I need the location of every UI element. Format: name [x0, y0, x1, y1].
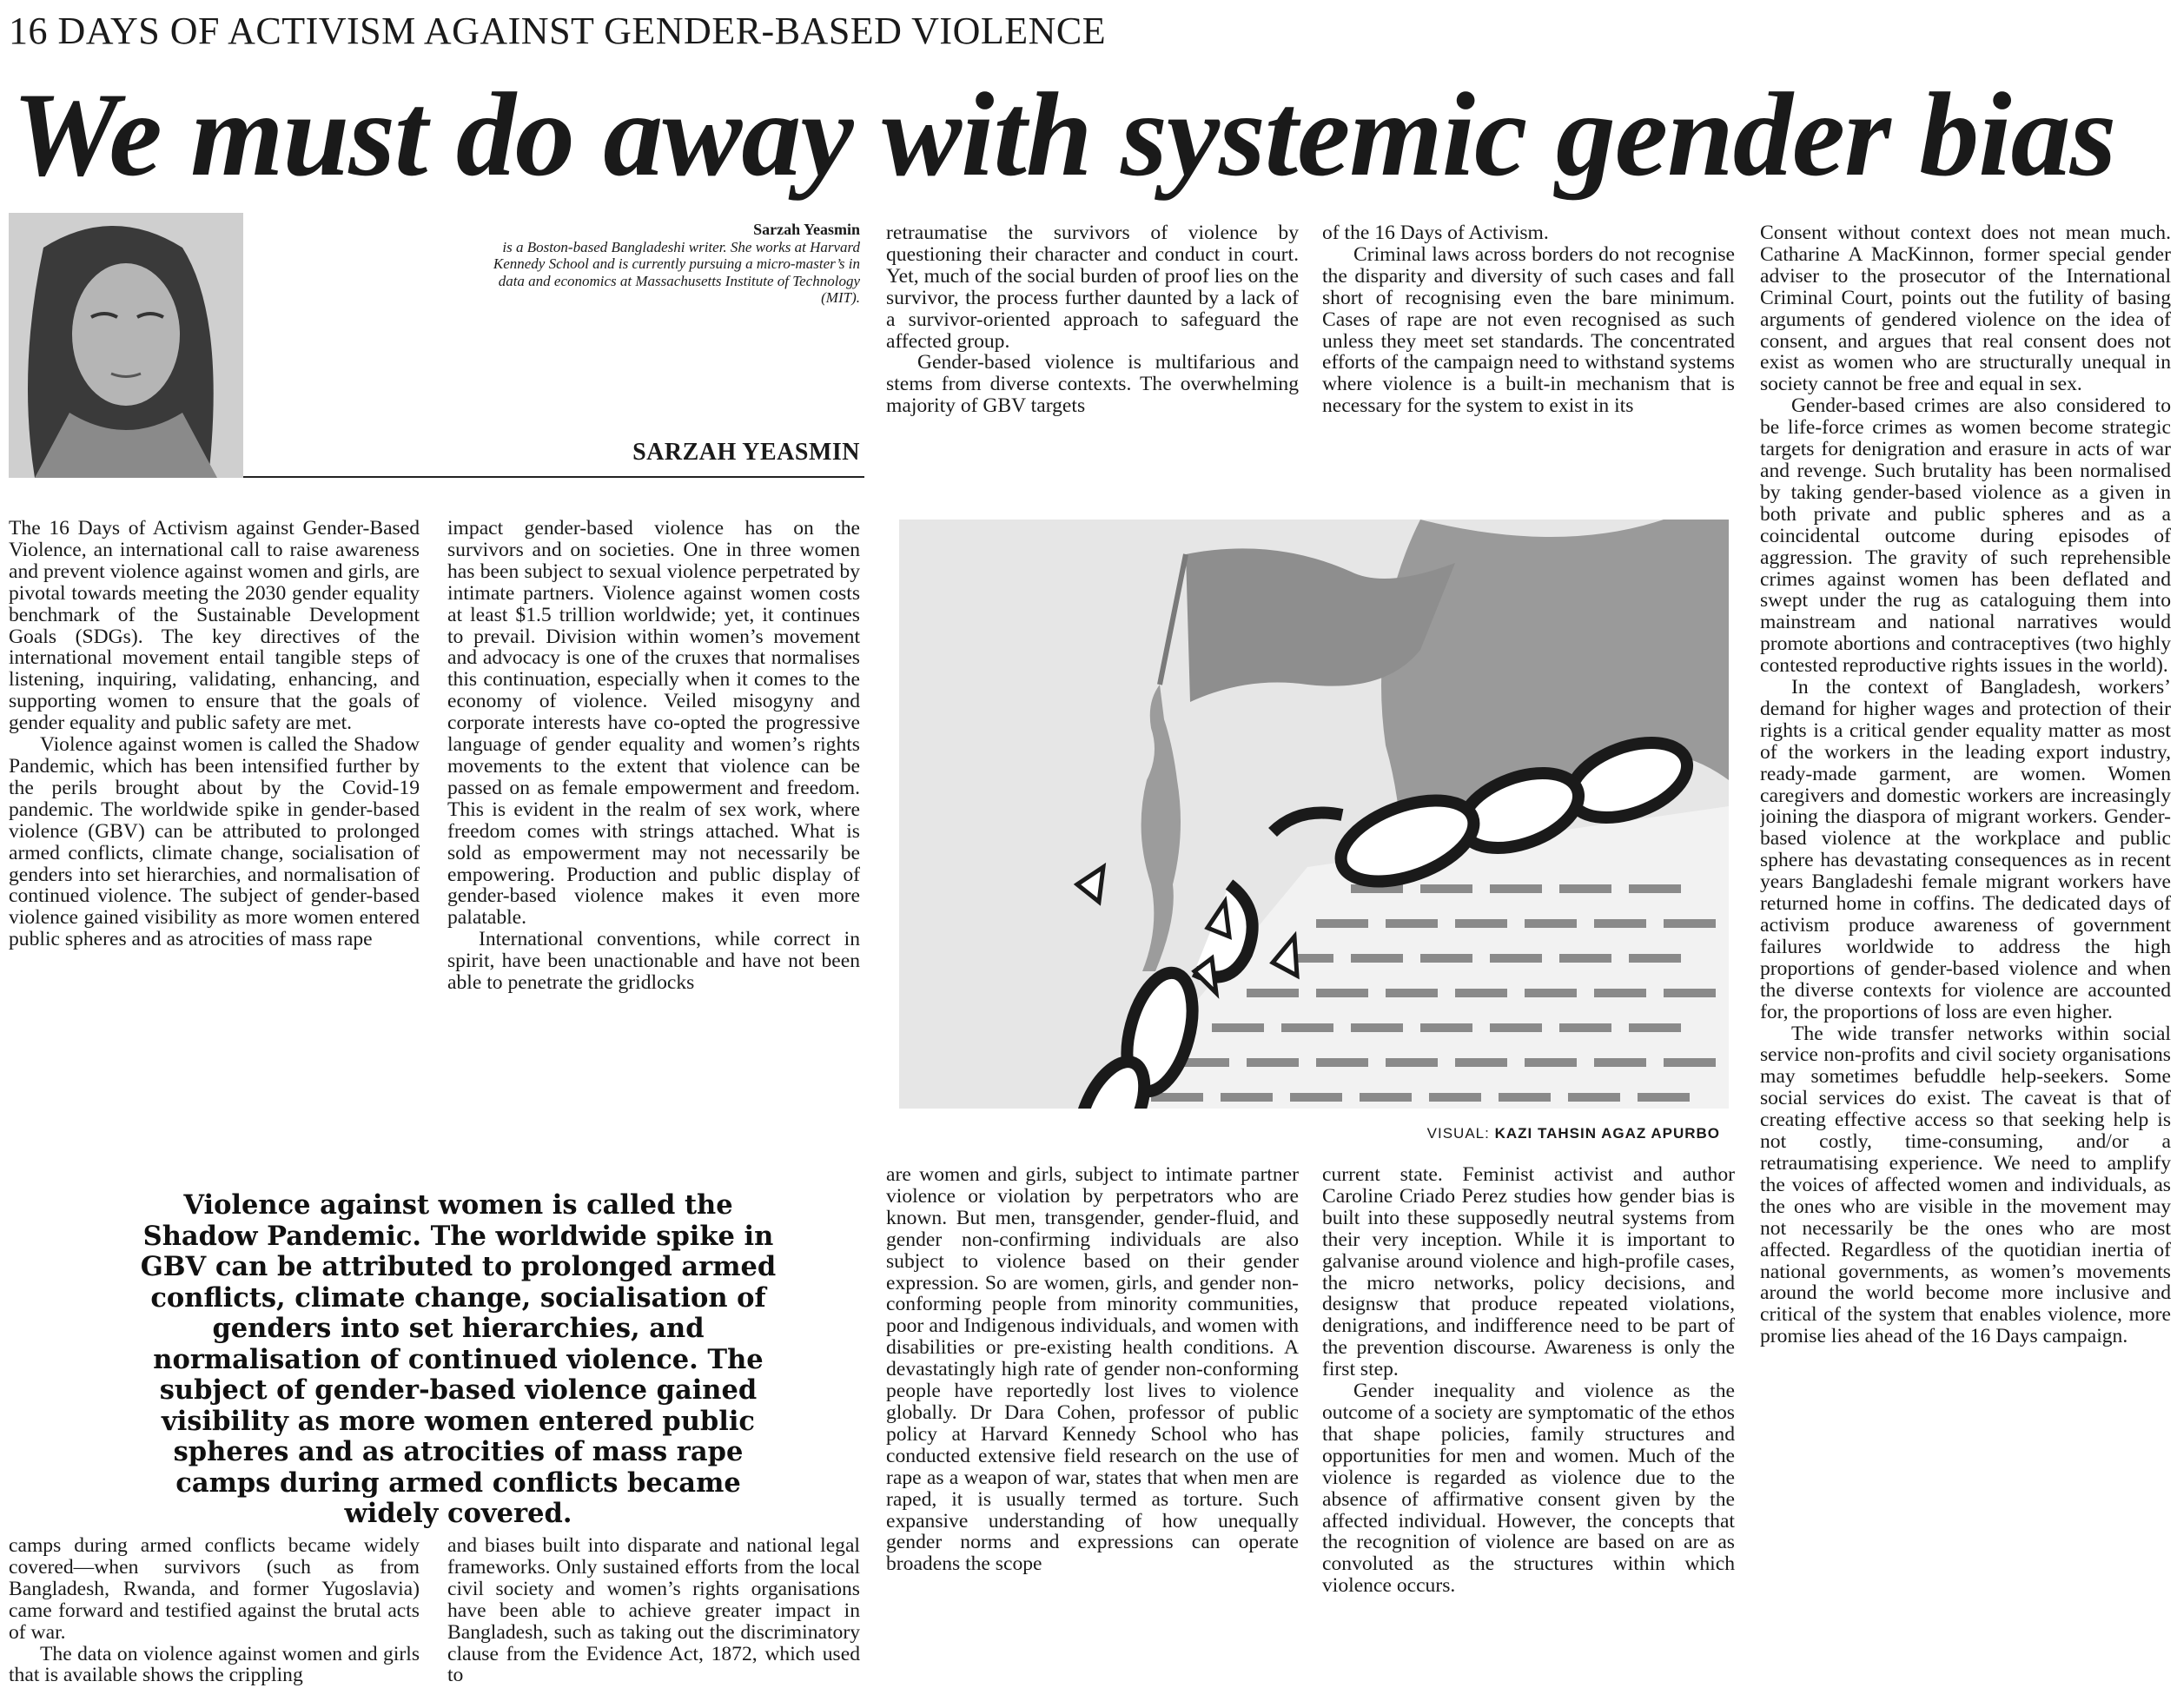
- author-bio-text: is a Boston-based Bangladeshi writer. She works at Harvard Kennedy School and is currently pursuing a micro-master’s in data and economics at Massachusetts Institute of Technology (MIT).: [493, 238, 860, 306]
- column-4-bottom: [1322, 1164, 1735, 1705]
- column-5: [1760, 222, 2171, 1705]
- visual-credit-name: KAZI TAHSIN AGAZ APURBO: [1494, 1125, 1720, 1142]
- visual-credit-label: VISUAL:: [1426, 1125, 1490, 1142]
- column-1-top: [9, 518, 420, 1117]
- paragraph: retraumatise the survivors of violence by questioning their character and conduct in court. Yet, much of the social burden of proof lies on the survivor, the process further daunted by a lack of a survivor-oriented approach to safeguard the affected group.: [886, 222, 1299, 353]
- author-photo: [9, 213, 243, 478]
- article-illustration: [899, 520, 1729, 1109]
- column-2-bottom: [447, 1535, 860, 1705]
- paragraph: of the 16 Days of Activism.: [1322, 222, 1549, 244]
- section-kicker: 16 DAYS OF ACTIVISM AGAINST GENDER-BASED VIOLENCE: [9, 10, 1107, 52]
- column-3-top: [886, 222, 1299, 483]
- paragraph: Criminal laws across borders do not recognise the disparity and diversity of such cases and fall short of recognising even the bare minimum. Cases of rape are not even recognised as such unless they meet set standards. The concentrated efforts of the campaign need to withstand systems where violence is a built-in mechanism that is necessary for the system to exist in its: [1322, 242, 1735, 418]
- paragraph: The 16 Days of Activism against Gender-Based Violence, an international call to raise awareness and prevent violence against women and girls, are pivotal towards meeting the 2030 gender equality benchmark of the Sustainable Development Goals (SDGs). The key directives of the international movement entail tangible steps of listening, inquiring, validating, enhancing, and supporting women to ensure that the goals of gender equality and public safety are met.: [9, 518, 420, 735]
- byline-divider: [243, 476, 864, 478]
- paragraph: The data on violence against women and girls that is available shows the crippling: [9, 1642, 420, 1687]
- column-2-top: [447, 518, 860, 1117]
- column-3-bottom: [886, 1164, 1299, 1705]
- paragraph: The wide transfer networks within social service non-profits and civil society organisations may sometimes befuddle help-seekers. Some social services do exist. The caveat is that of creating effective access so that seeking help is not costly, time-consuming, and/or a retraumatising experience. We need to amplify the voices of affected women and individuals, as the ones who are visible in the movement may not necessarily be the ones who are most affected. Regardless of the quotidian inertia of national governments, as women’s movements around the world become more inclusive and critical of the system that enables violence, more promise lies ahead of the 16 Days campaign.: [1760, 1022, 2171, 1348]
- column-1-bottom: [9, 1535, 420, 1705]
- author-bio: [486, 222, 860, 307]
- paragraph: Gender inequality and violence as the outcome of a society are symptomatic of the ethos that shape policies, family structures and opportunities for men and women. Much of the violence is regarded as violence due to the absence of affirmative consent given by the affected individual. However, the concepts that the recognition of violence are based on are as convoluted as the structures within which violence occurs.: [1322, 1380, 1735, 1598]
- paragraph: are women and girls, subject to intimate partner violence or violation by perpetrators who are known. But men, transgender, gender-fluid, and gender non-confirming individuals are also subject to violence based on their gender expression. So are women, girls, and gender non-conforming people from minority communities, poor and Indigenous individuals, and women with disabilities or pre-existing health conditions. A devastatingly high rate of gender non-conforming people have reportedly lost lives to violence globally. Dr Dara Cohen, professor of public policy at Harvard Kennedy School who has conducted extensive field research on the use of rape as a weapon of war, states that when men are raped, it is usually termed as torture. Such expansive understanding of how unequally gender norms and expressions can operate broadens the scope: [886, 1164, 1299, 1576]
- paragraph: camps during armed conflicts became widely covered—when survivors (such as from Bangladesh, Rwanda, and former Yugoslavia) came forward and testified against the brutal acts of war.: [9, 1535, 420, 1644]
- paragraph: Gender-based violence is multifarious and stems from diverse contexts. The overwhelming majority of GBV targets: [886, 351, 1299, 418]
- column-4-top: [1322, 222, 1735, 483]
- pull-quote: Violence against women is called the Shadow Pandemic. The worldwide spike in GBV can be attributed to prolonged armed conflicts, climate change, socialisation of genders into set hierarchies, and normalisation of continued violence. The subject of gender-based violence gained visibility as more women entered public spheres and as atrocities of mass rape camps during armed conflicts became widely covered.: [140, 1189, 777, 1529]
- paragraph: current state. Feminist activist and author Caroline Criado Perez studies how gender bias is built into these supposedly neutral systems from their very inception. While it is important to galvanise around violence and high-profile cases, the micro networks, policy decisions, and designsw that produce repeated violations, denigrations, and indifference need to be part of the prevention discourse. Awareness is only the first step.: [1322, 1164, 1735, 1381]
- visual-credit: [899, 1125, 1720, 1142]
- paragraph: Gender-based crimes are also considered to be life-force crimes as women become strategic targets for denigration and erasure in acts of war and revenge. Such brutality has been normalised by taking gender-based violence as a given in both private and public spheres and as a coincidental outcome during episodes of aggression. The gravity of such reprehensible crimes against women has been deflated and swept under the rug as cataloguing them into mainstream and national narratives would promote abortions and contraceptives (two highly contested reproductive rights issues in the world).: [1760, 394, 2171, 678]
- article-headline: We must do away with systemic gender bias: [12, 68, 2116, 201]
- paragraph: Consent without context does not mean much. Catharine A MacKinnon, former special gender adviser to the prosecutor of the International Criminal Court, points out the futility of basing arguments of gendered violence on the idea of consent, and argues that real consent does not exist as women who are structurally unequal in society cannot be free and equal in sex.: [1760, 222, 2171, 396]
- author-name: Sarzah Yeasmin: [753, 221, 860, 238]
- paragraph: In the context of Bangladesh, workers’ demand for higher wages and protection of their rights is a critical gender equality matter as most of the workers in the leading export industry, ready-made garment, are women. Women caregivers and domestic workers are increasingly joining the diaspora of migrant workers. Gender-based violence at the workplace and public sphere has devastating consequences as in recent years Bangladeshi female migrant workers have returned home in coffins. The dedicated days of activism produce awareness of government failures worldwide to address the high proportions of gender-based violence and when the diverse contexts for violence are accounted for, the proportions of loss are even higher.: [1760, 676, 2171, 1023]
- paragraph: and biases built into disparate and national legal frameworks. Only sustained efforts from the local civil society and women’s rights organisations have been able to achieve greater impact in Bangladesh, such as taking out the discriminatory clause from the Evidence Act, 1872, which used to: [447, 1535, 860, 1687]
- author-byline: SARZAH YEASMIN: [632, 439, 860, 466]
- paragraph: International conventions, while correct in spirit, have been unactionable and have not been able to penetrate the gridlocks: [447, 928, 860, 995]
- paragraph: Violence against women is called the Shadow Pandemic, which has been intensified further by the perils brought about by the Covid-19 pandemic. The worldwide spike in gender-based violence (GBV) can be attributed to prolonged armed conflicts, climate change, socialisation of genders into set hierarchies, and normalisation of continued violence. The subject of gender-based violence gained visibility as more women entered public spheres and as atrocities of mass rape: [9, 733, 420, 951]
- paragraph: impact gender-based violence has on the survivors and on societies. One in three women has been subject to sexual violence perpetrated by intimate partners. Violence against women costs at least $1.5 trillion worldwide; yet, it continues to prevail. Division within women’s movement and advocacy is one of the cruxes that normalises this continuation, especially when it comes to the economy of violence. Veiled misogyny and corporate interests have co-opted the progressive language of gender equality and women’s rights movements to the extent that violence can be passed on as female empowerment and freedom. This is evident in the realm of sex work, where freedom comes with strings attached. What is sold as empowerment may not necessarily be empowering. Production and public display of gender-based violence makes it even more palatable.: [447, 518, 860, 930]
